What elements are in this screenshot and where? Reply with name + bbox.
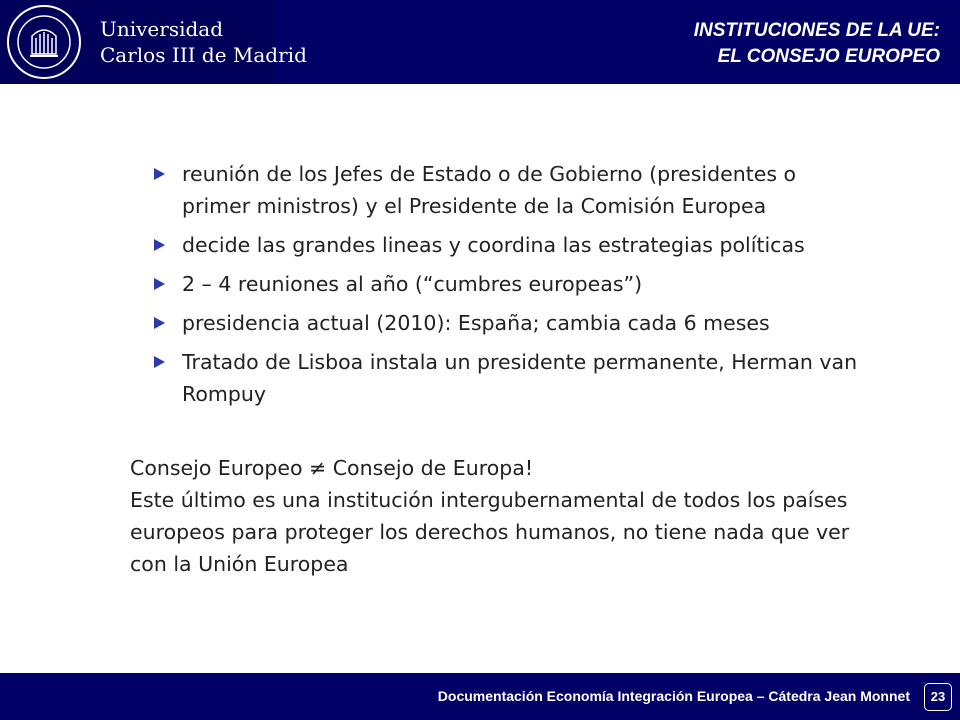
footer-bar <box>0 673 960 720</box>
bullet-text: 2 – 4 reuniones al año (“cumbres europeas”) <box>182 272 643 296</box>
university-name-line2: Carlos III de Madrid <box>100 43 307 67</box>
bullet-item <box>150 307 870 339</box>
page-number: 23 <box>924 683 952 711</box>
bullet-item <box>150 268 870 300</box>
bullet-item <box>150 346 870 410</box>
bullet-text: decide las grandes lineas y coordina las estrategias políticas <box>182 233 805 257</box>
note-body: Este último es una institución intergubernamental de todos los países europeos para proteger los derechos humanos, no tiene nada que ver con la Unión Europea <box>130 488 850 576</box>
bullet-item <box>150 158 870 222</box>
bullet-triangle-icon <box>154 239 165 251</box>
university-seal-icon <box>6 4 82 80</box>
slide-title-line2: EL CONSEJO EUROPEO <box>717 46 940 67</box>
bullet-triangle-icon <box>154 168 165 180</box>
bullet-triangle-icon <box>154 317 165 329</box>
bullet-text: presidencia actual (2010): España; cambia cada 6 meses <box>182 311 770 335</box>
footer-text: Documentación Economía Integración Europea – Cátedra Jean Monnet <box>437 688 910 704</box>
bullet-list <box>150 158 870 417</box>
university-name <box>100 16 307 68</box>
university-name-line1: Universidad <box>100 17 224 41</box>
bullet-triangle-icon <box>154 356 165 368</box>
note-heading: Consejo Europeo ≠ Consejo de Europa! <box>130 456 534 480</box>
university-logo <box>0 0 307 84</box>
bullet-text: Tratado de Lisboa instala un presidente permanente, Herman van Rompuy <box>182 350 858 406</box>
slide-title <box>694 18 940 70</box>
note-paragraph <box>130 452 890 580</box>
header-bar <box>0 0 960 84</box>
bullet-triangle-icon <box>154 278 165 290</box>
bullet-item <box>150 229 870 261</box>
bullet-text: reunión de los Jefes de Estado o de Gobierno (presidentes o primer ministros) y el Presidente de la Comisión Europea <box>182 162 797 218</box>
slide-title-line1: INSTITUCIONES DE LA UE: <box>693 20 940 41</box>
